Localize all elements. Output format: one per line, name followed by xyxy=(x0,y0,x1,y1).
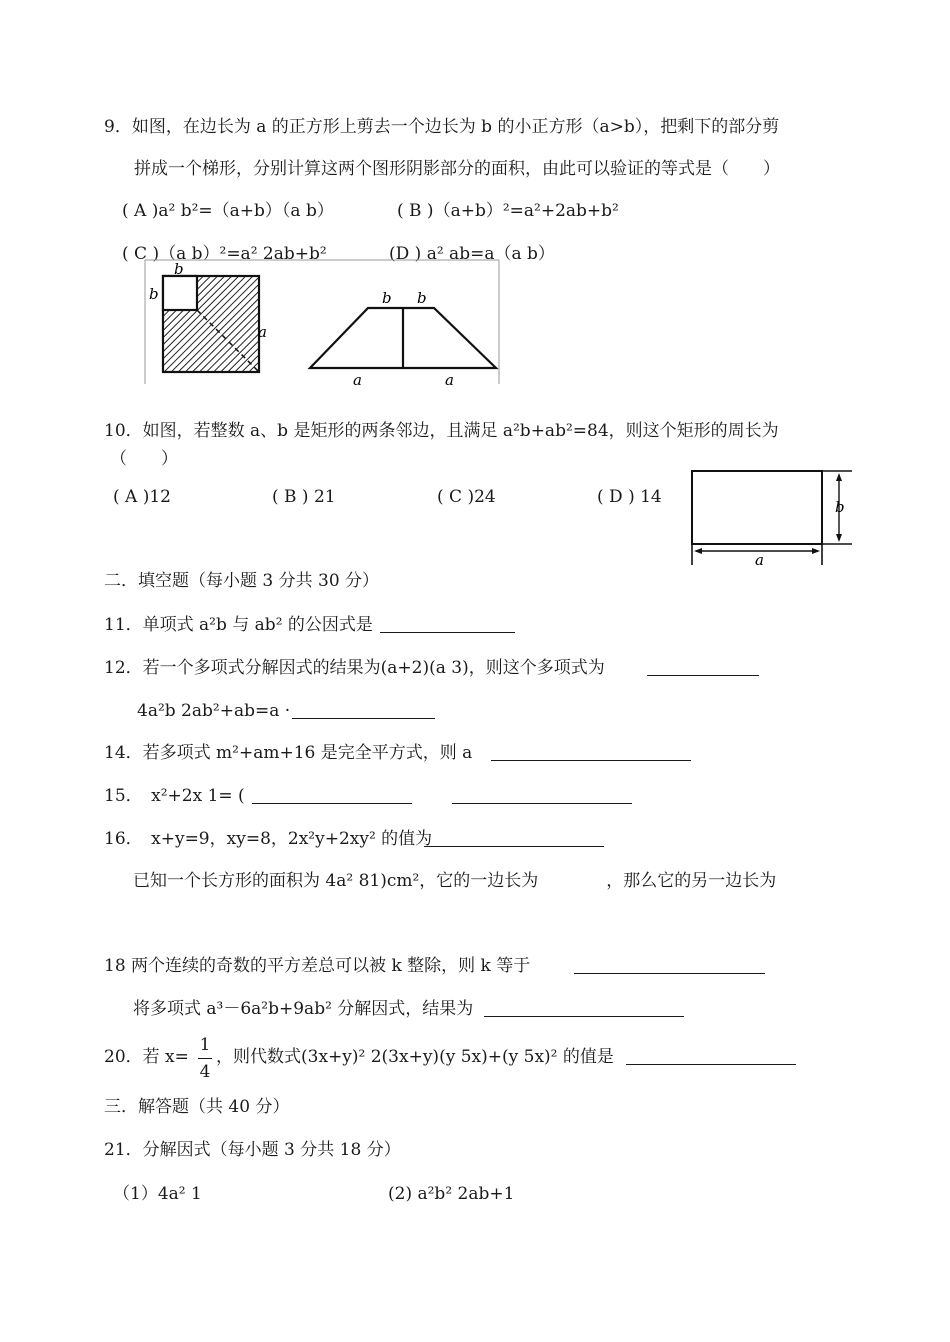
q16-text: 16． x+y=9，xy=8，2x²y+2xy² 的值为 xyxy=(104,829,433,849)
q9-option-d: (D ) a² ab=a（a b） xyxy=(389,244,555,264)
section2-heading: 二．填空题（每小题 3 分共 30 分） xyxy=(104,571,380,591)
q12-text: 12．若一个多项式分解因式的结果为(a+2)(a 3)，则这个多项式为 xyxy=(104,658,605,678)
q19-answer-blank[interactable] xyxy=(484,1016,684,1017)
q9-label-a-trap2: a xyxy=(445,371,454,388)
q9-option-a: ( A )a² b²=（a+b）（a b） xyxy=(122,201,334,221)
q18-text: 18 两个连续的奇数的平方差总可以被 k 整除，则 k 等于 xyxy=(104,956,531,976)
q11-answer-blank[interactable] xyxy=(380,632,515,633)
q19-text: 将多项式 a³－6a²b+9ab² 分解因式，结果为 xyxy=(133,999,474,1019)
q10-line1: 10．如图，若整数 a、b 是矩形的两条邻边，且满足 a²b+ab²=84，则这个矩形的周长为 xyxy=(104,421,779,441)
q12-answer-blank[interactable] xyxy=(647,675,759,676)
q20-fraction-bar xyxy=(198,1058,212,1059)
q20-text: ，则代数式(3x+y)² 2(3x+y)(y 5x)+(y 5x)² 的值是 xyxy=(216,1047,614,1067)
q10-option-a: ( A )12 xyxy=(113,487,171,507)
q10-line2: （ ） xyxy=(110,449,178,469)
q13-text: 4a²b 2ab²+ab=a · xyxy=(137,701,291,721)
q15-answer-blank-1[interactable] xyxy=(252,803,412,804)
q9-option-c: ( C )（a b）²=a² 2ab+b² xyxy=(122,244,327,264)
q15-answer-blank-2[interactable] xyxy=(452,803,632,804)
q16-answer-blank[interactable] xyxy=(424,846,604,847)
q9-figure xyxy=(143,258,503,388)
q9-label-b-trap2: b xyxy=(417,289,427,307)
q9-label-a-trap1: a xyxy=(353,371,362,388)
q9-label-b-top: b xyxy=(174,260,184,278)
q10-option-c: ( C )24 xyxy=(437,487,496,507)
q9-option-b: ( B )（a+b）²=a²+2ab+b² xyxy=(397,201,619,221)
q9-line2: 拼成一个梯形，分别计算这两个图形阴影部分的面积，由此可以验证的等式是（ ） xyxy=(134,159,780,179)
q21-part1: （1）4a² 1 xyxy=(113,1184,202,1204)
q9-line1: 9．如图，在边长为 a 的正方形上剪去一个边长为 b 的小正方形（a>b），把剩下的部分剪 xyxy=(104,117,780,137)
q11-text: 11．单项式 a²b 与 ab² 的公因式是 xyxy=(104,615,373,635)
q9-label-b-left: b xyxy=(149,285,159,303)
q10-label-a: a xyxy=(755,551,764,569)
q21-part2: (2) a²b² 2ab+1 xyxy=(388,1184,515,1204)
q17-text: 已知一个长方形的面积为 4a² 81)cm²，它的一边长为 ，那么它的另一边长为 xyxy=(133,871,777,891)
q10-option-b: ( B ) 21 xyxy=(272,487,336,507)
q10-option-d: ( D ) 14 xyxy=(597,487,662,507)
q20-fraction-numerator: 1 xyxy=(199,1035,211,1055)
q15-text: 15． x²+2x 1= ( xyxy=(104,786,245,806)
q18-answer-blank[interactable] xyxy=(574,973,765,974)
section3-heading: 三．解答题（共 40 分） xyxy=(104,1097,290,1117)
q14-text: 14．若多项式 m²+am+16 是完全平方式，则 a xyxy=(104,743,473,763)
q21-text: 21．分解因式（每小题 3 分共 18 分） xyxy=(104,1140,401,1160)
q20-prefix: 20．若 x= xyxy=(104,1047,189,1067)
q10-figure xyxy=(686,465,856,569)
q10-rectangle xyxy=(692,471,822,544)
q9-label-b-trap1: b xyxy=(382,289,392,307)
q20-fraction-denominator: 4 xyxy=(199,1062,211,1082)
q20-answer-blank[interactable] xyxy=(626,1064,796,1065)
q9-small-square xyxy=(163,276,197,310)
q13-answer-blank[interactable] xyxy=(292,718,435,719)
q10-label-b: b xyxy=(835,498,845,516)
q9-label-a-side: a xyxy=(258,323,267,341)
q14-answer-blank[interactable] xyxy=(491,760,691,761)
